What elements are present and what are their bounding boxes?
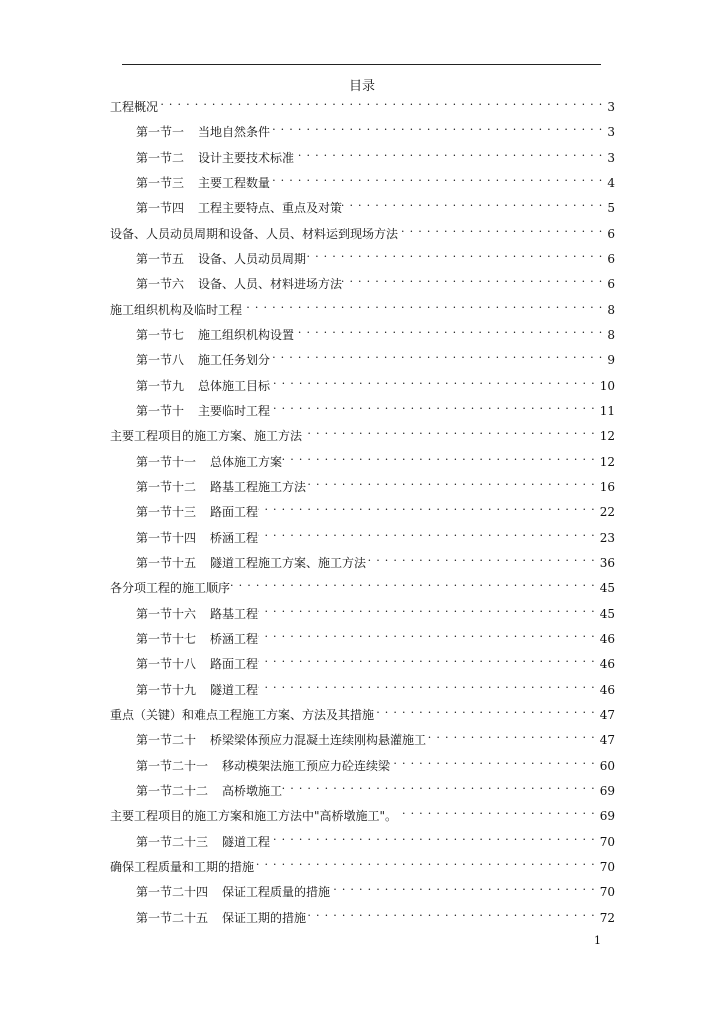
dot-leader bbox=[398, 220, 607, 238]
dot-leader bbox=[254, 853, 600, 871]
toc-entry-title: 桥梁梁体预应力混凝土连续刚构悬灌施工 bbox=[210, 733, 427, 748]
toc-entry[interactable] bbox=[110, 726, 615, 751]
toc-entry[interactable] bbox=[110, 853, 615, 878]
toc-entry-page: 72 bbox=[599, 910, 615, 925]
toc-entry-page: 6 bbox=[607, 226, 615, 241]
toc-entry[interactable] bbox=[110, 169, 615, 194]
toc-entry-page: 8 bbox=[607, 302, 615, 317]
toc-entry-number: 第一节二十五 bbox=[136, 910, 209, 925]
toc-entry-number: 第一节二 bbox=[136, 150, 185, 165]
toc-entry-page: 11 bbox=[599, 403, 615, 418]
toc-entry-number: 第一节五 bbox=[136, 251, 185, 266]
toc-entry-title: 确保工程质量和工期的措施 bbox=[110, 859, 255, 874]
toc-entry-title: 总体施工目标 bbox=[198, 378, 271, 393]
toc-entry-number: 第一节十二 bbox=[136, 479, 197, 494]
dot-leader bbox=[330, 878, 600, 896]
toc-entry-page: 12 bbox=[599, 454, 615, 469]
dot-leader bbox=[258, 676, 600, 694]
toc-entry-number: 第一节二十二 bbox=[136, 783, 209, 798]
dot-leader bbox=[342, 270, 607, 288]
toc-entry-page: 3 bbox=[607, 150, 615, 165]
dot-leader bbox=[258, 600, 600, 618]
toc-entry-title: 隧道工程 bbox=[210, 682, 259, 697]
dot-leader bbox=[366, 549, 600, 567]
toc-entry-title: 主要临时工程 bbox=[198, 403, 271, 418]
toc-entry-title: 当地自然条件 bbox=[198, 125, 271, 140]
toc-entry-page: 12 bbox=[599, 429, 615, 444]
toc-entry[interactable] bbox=[110, 372, 615, 397]
toc-entry-number: 第一节四 bbox=[136, 201, 185, 216]
toc-entry-page: 45 bbox=[599, 581, 615, 596]
toc-entry-number: 第一节十六 bbox=[136, 606, 197, 621]
toc-entry-number: 第一节二十三 bbox=[136, 834, 209, 849]
dot-leader bbox=[294, 321, 607, 339]
toc-entry-page: 69 bbox=[599, 783, 615, 798]
toc-entry-page: 6 bbox=[607, 277, 615, 292]
toc-entry-title: 施工组织机构及临时工程 bbox=[110, 302, 243, 317]
toc-entry[interactable] bbox=[110, 448, 615, 473]
dot-leader bbox=[258, 625, 600, 643]
toc-entry[interactable] bbox=[110, 220, 615, 245]
toc-entry-title: 施工任务划分 bbox=[198, 353, 271, 368]
dot-leader bbox=[270, 372, 600, 390]
dot-leader bbox=[270, 828, 600, 846]
toc-entry-page: 36 bbox=[599, 555, 615, 570]
toc-entry[interactable] bbox=[110, 473, 615, 498]
toc-title: 目录 bbox=[348, 79, 375, 94]
toc-entry-number: 第一节十一 bbox=[136, 454, 197, 469]
toc-entry-page: 70 bbox=[599, 885, 615, 900]
toc-entry-title: 桥涵工程 bbox=[210, 631, 259, 646]
toc-entry-number: 第一节八 bbox=[136, 353, 185, 368]
toc-entry-title: 设备、人员动员周期和设备、人员、材料运到现场方法 bbox=[110, 226, 399, 241]
toc-entry-page: 45 bbox=[599, 606, 615, 621]
toc-entry-number: 第一节七 bbox=[136, 327, 185, 342]
toc-entry-title: 保证工期的措施 bbox=[222, 910, 307, 925]
dot-leader bbox=[426, 726, 600, 744]
toc-entry-page: 3 bbox=[607, 100, 615, 114]
toc-entry-page: 23 bbox=[599, 530, 615, 545]
toc-entry-number: 第一节十三 bbox=[136, 505, 197, 520]
toc-entry-title: 总体施工方案 bbox=[210, 454, 283, 469]
toc-entry-title: 隧道工程施工方案、施工方法 bbox=[210, 555, 367, 570]
toc-entry-number: 第一节二十一 bbox=[136, 758, 209, 773]
toc-entry[interactable] bbox=[110, 676, 615, 701]
dot-leader bbox=[397, 802, 600, 820]
toc-entry[interactable] bbox=[110, 296, 615, 321]
dot-leader bbox=[282, 448, 600, 466]
toc-entry-title: 高桥墩施工 bbox=[222, 783, 283, 798]
toc-entry[interactable] bbox=[110, 701, 615, 726]
toc-entry-page: 46 bbox=[599, 657, 615, 672]
table-of-contents bbox=[110, 93, 615, 929]
dot-leader bbox=[258, 524, 600, 542]
toc-entry[interactable] bbox=[110, 828, 615, 853]
toc-entry-title: 主要工程项目的施工方案、施工方法 bbox=[110, 429, 303, 444]
dot-leader bbox=[306, 904, 600, 922]
toc-entry-page: 4 bbox=[607, 175, 615, 190]
page-number: 1 bbox=[594, 934, 601, 947]
toc-entry-page: 70 bbox=[599, 834, 615, 849]
toc-entry[interactable] bbox=[110, 397, 615, 422]
dot-leader bbox=[270, 169, 607, 187]
toc-entry[interactable] bbox=[110, 346, 615, 371]
toc-entry[interactable] bbox=[110, 802, 615, 827]
dot-leader bbox=[270, 346, 607, 364]
toc-entry-title: 保证工程质量的措施 bbox=[222, 885, 331, 900]
toc-entry-number: 第一节一 bbox=[136, 125, 185, 140]
dot-leader bbox=[390, 752, 600, 770]
toc-entry-title: 路基工程 bbox=[210, 606, 259, 621]
toc-entry[interactable] bbox=[110, 144, 615, 169]
dot-leader bbox=[294, 144, 607, 162]
toc-entry[interactable] bbox=[110, 650, 615, 675]
toc-entry-page: 8 bbox=[607, 327, 615, 342]
toc-entry-title: 路面工程 bbox=[210, 657, 259, 672]
toc-entry-title: 各分项工程的施工顺序 bbox=[110, 581, 231, 596]
toc-entry[interactable] bbox=[110, 625, 615, 650]
toc-entry-title: 工程主要特点、重点及对策 bbox=[198, 201, 343, 216]
dot-leader bbox=[258, 498, 600, 516]
toc-entry[interactable] bbox=[110, 321, 615, 346]
toc-entry[interactable] bbox=[110, 498, 615, 523]
toc-entry-page: 22 bbox=[599, 505, 615, 520]
toc-entry-number: 第一节十九 bbox=[136, 682, 197, 697]
toc-entry-page: 16 bbox=[599, 479, 615, 494]
dot-leader bbox=[230, 574, 600, 592]
dot-leader bbox=[258, 650, 600, 668]
toc-entry-title: 路面工程 bbox=[210, 505, 259, 520]
toc-entry[interactable] bbox=[110, 549, 615, 574]
toc-entry-page: 5 bbox=[607, 201, 615, 216]
toc-entry[interactable] bbox=[110, 904, 615, 929]
toc-entry-page: 3 bbox=[607, 125, 615, 140]
toc-entry[interactable] bbox=[110, 245, 615, 270]
toc-entry-title: 重点（关键）和难点工程施工方案、方法及其措施 bbox=[110, 707, 375, 722]
toc-entry[interactable] bbox=[110, 752, 615, 777]
dot-leader bbox=[302, 422, 600, 440]
toc-entry-number: 第一节十七 bbox=[136, 631, 197, 646]
toc-entry-title: 主要工程项目的施工方案和施工方法中"高桥墩施工"。 bbox=[110, 809, 398, 824]
toc-entry-number: 第一节十八 bbox=[136, 657, 197, 672]
toc-entry[interactable] bbox=[110, 118, 615, 143]
toc-entry-number: 第一节六 bbox=[136, 277, 185, 292]
toc-entry-page: 6 bbox=[607, 251, 615, 266]
toc-entry[interactable] bbox=[110, 422, 615, 447]
toc-entry-title: 工程概况 bbox=[110, 100, 159, 114]
toc-entry[interactable] bbox=[110, 878, 615, 903]
toc-entry-title: 隧道工程 bbox=[222, 834, 271, 849]
toc-entry-number: 第一节十四 bbox=[136, 530, 197, 545]
toc-entry-page: 70 bbox=[599, 859, 615, 874]
toc-entry-number: 第一节三 bbox=[136, 175, 185, 190]
toc-entry[interactable] bbox=[110, 574, 615, 599]
toc-entry[interactable] bbox=[110, 777, 615, 802]
toc-entry-page: 60 bbox=[599, 758, 615, 773]
dot-leader bbox=[342, 194, 607, 212]
toc-entry[interactable] bbox=[110, 93, 615, 118]
toc-entry-title: 设备、人员动员周期 bbox=[198, 251, 307, 266]
toc-entry-title: 施工组织机构设置 bbox=[198, 327, 295, 342]
toc-entry-page: 46 bbox=[599, 631, 615, 646]
toc-entry-title: 路基工程施工方法 bbox=[210, 479, 307, 494]
dot-leader bbox=[158, 93, 607, 111]
toc-entry-number: 第一节二十四 bbox=[136, 885, 209, 900]
dot-leader bbox=[242, 296, 607, 314]
dot-leader bbox=[270, 118, 607, 136]
toc-entry-title: 移动模架法施工预应力砼连续梁 bbox=[222, 758, 391, 773]
toc-entry-number: 第一节十五 bbox=[136, 555, 197, 570]
dot-leader bbox=[270, 397, 600, 415]
toc-entry-page: 47 bbox=[599, 733, 615, 748]
toc-entry[interactable] bbox=[110, 194, 615, 219]
toc-entry[interactable] bbox=[110, 600, 615, 625]
dot-leader bbox=[306, 245, 607, 263]
toc-entry-title: 主要工程数量 bbox=[198, 175, 271, 190]
toc-entry-number: 第一节十 bbox=[136, 403, 185, 418]
toc-entry[interactable] bbox=[110, 270, 615, 295]
toc-entry-number: 第一节九 bbox=[136, 378, 185, 393]
toc-entry[interactable] bbox=[110, 524, 615, 549]
toc-entry-page: 10 bbox=[599, 378, 615, 393]
toc-entry-page: 69 bbox=[599, 809, 615, 824]
toc-entry-title: 设备、人员、材料进场方法 bbox=[198, 277, 343, 292]
toc-entry-page: 9 bbox=[607, 353, 615, 368]
toc-entry-title: 设计主要技术标准 bbox=[198, 150, 295, 165]
toc-entry-page: 47 bbox=[599, 707, 615, 722]
toc-entry-number: 第一节二十 bbox=[136, 733, 197, 748]
dot-leader bbox=[306, 473, 600, 491]
dot-leader bbox=[282, 777, 600, 795]
toc-entry-title: 桥涵工程 bbox=[210, 530, 259, 545]
dot-leader bbox=[374, 701, 600, 719]
header-rule bbox=[122, 64, 601, 65]
toc-entry-page: 46 bbox=[599, 682, 615, 697]
